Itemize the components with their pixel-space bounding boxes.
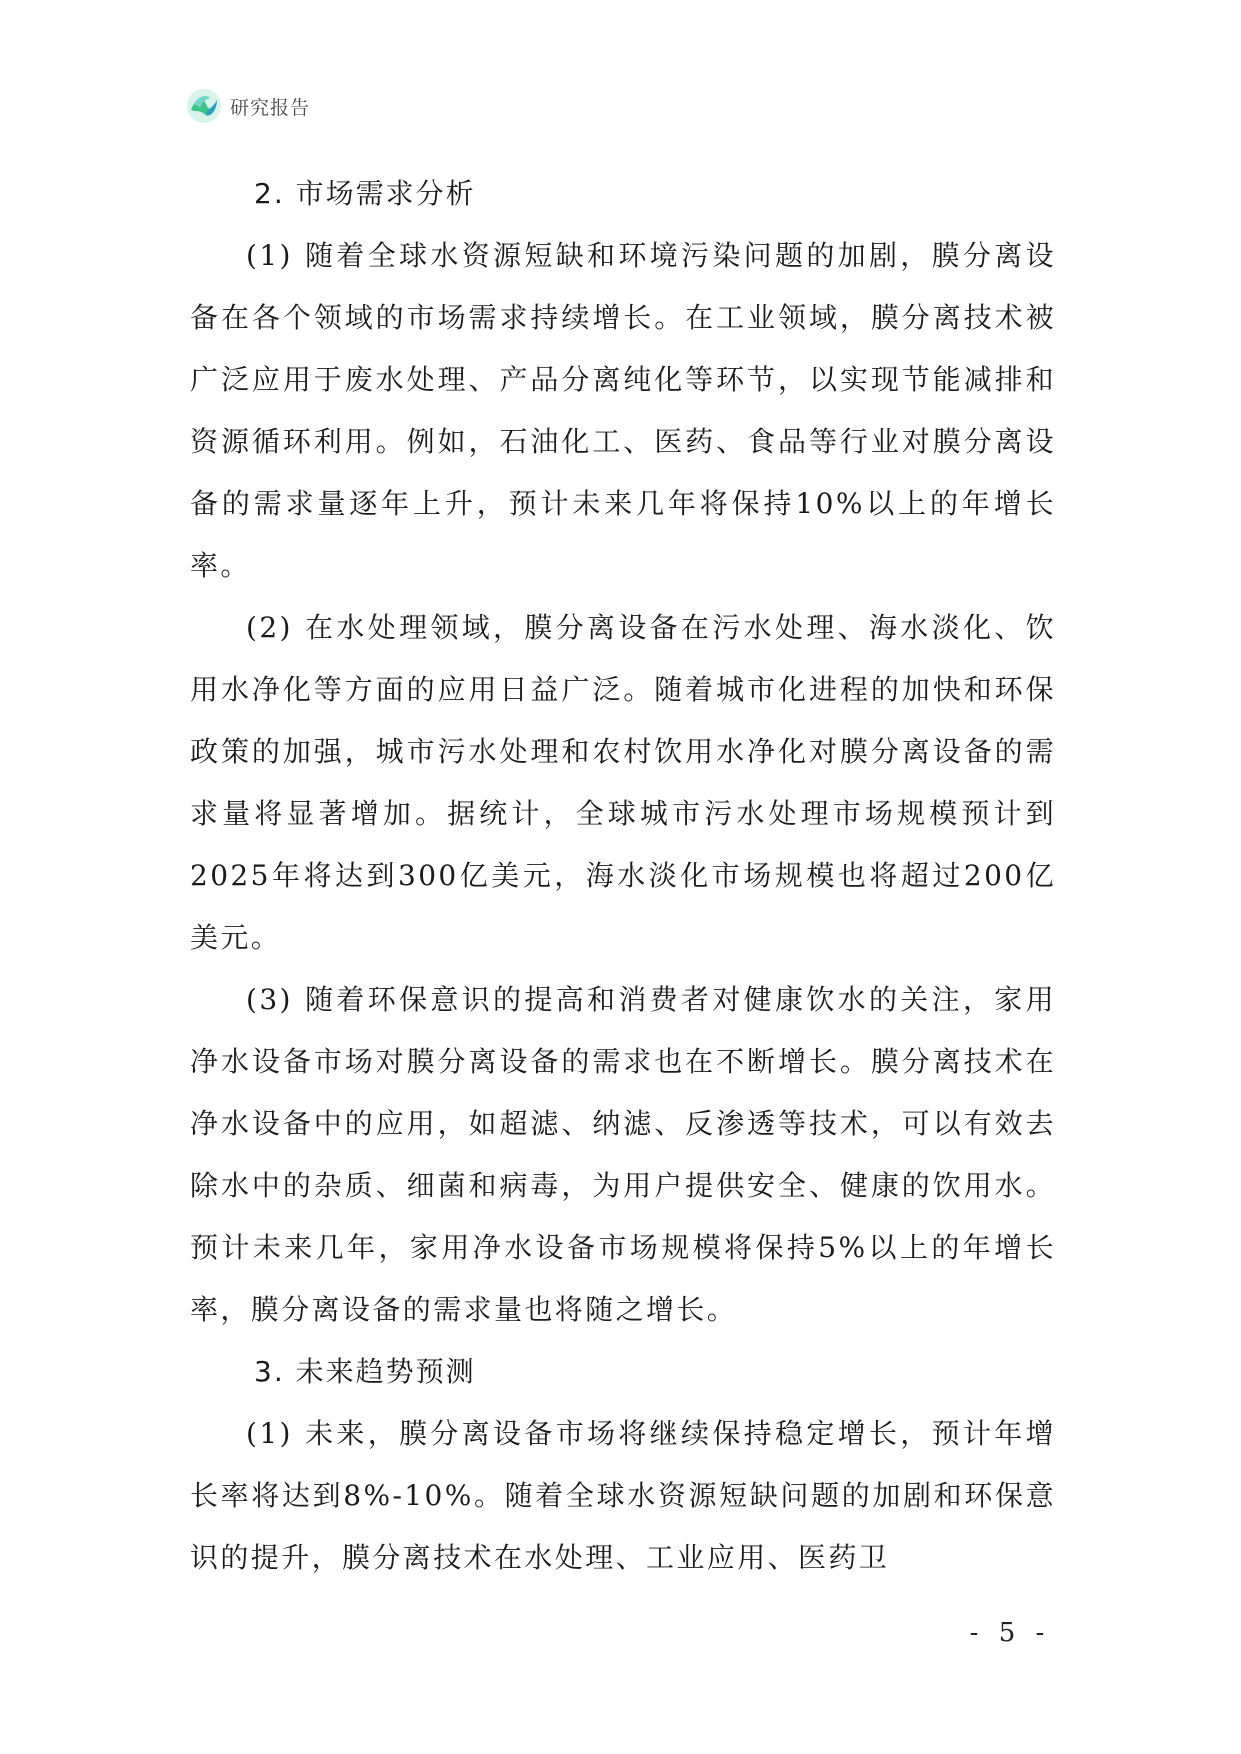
header-title: 研究报告 xyxy=(230,96,311,119)
leaf-logo-icon xyxy=(186,88,222,124)
section-heading-market-demand: 2. 市场需求分析 xyxy=(254,177,476,210)
document-body xyxy=(190,163,1056,1589)
paragraph-3: (3) 随着环保意识的提高和消费者对健康饮水的关注，家用净水设备市场对膜分离设备的需求也在不断增长。膜分离技术在净水设备中的应用，如超滤、纳滤、反渗透等技术，可以有效去除水中的杂质、细菌和病毒，为用户提供安全、健康的饮用水。预计未来几年，家用净水设备市场规模将保持5%以上的年增长率，膜分离设备的需求量也将随之增长。 xyxy=(190,983,1056,1326)
paragraph-2: (2) 在水处理领域，膜分离设备在污水处理、海水淡化、饮用水净化等方面的应用日益广泛。随着城市化进程的加快和环保政策的加强，城市污水处理和农村饮用水净化对膜分离设备的需求量将显著增加。据统计，全球城市污水处理市场规模预计到2025年将达到300亿美元，海水淡化市场规模也将超过200亿美元。 xyxy=(190,611,1056,954)
paragraph-1: (1) 随着全球水资源短缺和环境污染问题的加剧，膜分离设备在各个领域的市场需求持续增长。在工业领域，膜分离技术被广泛应用于废水处理、产品分离纯化等环节，以实现节能减排和资源循环利用。例如，石油化工、医药、食品等行业对膜分离设备的需求量逐年上升，预计未来几年将保持10%以上的年增长率。 xyxy=(190,239,1056,582)
paragraph-4: (1) 未来，膜分离设备市场将继续保持稳定增长，预计年增长率将达到8%-10%。随着全球水资源短缺问题的加剧和环保意识的提升，膜分离技术在水处理、工业应用、医药卫 xyxy=(190,1417,1056,1574)
section-heading-future-trends: 3. 未来趋势预测 xyxy=(254,1355,476,1388)
report-header xyxy=(186,88,310,124)
page-number: - 5 - xyxy=(969,1618,1051,1648)
